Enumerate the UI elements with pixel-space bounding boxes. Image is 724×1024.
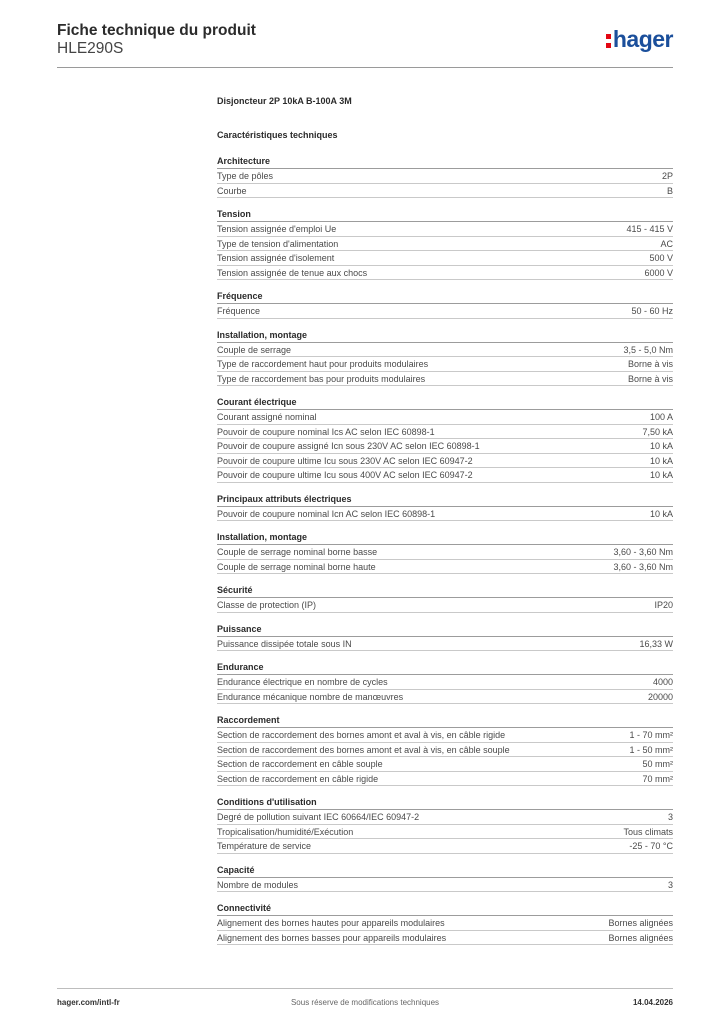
- spec-value: Borne à vis: [627, 373, 673, 384]
- spec-row: [217, 372, 673, 387]
- spec-row: [217, 690, 673, 705]
- spec-value: 500 V: [649, 253, 673, 263]
- section-title: Connectivité: [217, 902, 673, 916]
- spec-value: Borne à vis: [627, 359, 673, 369]
- spec-section: [217, 329, 673, 387]
- spec-value: 100 A: [649, 412, 673, 422]
- spec-label: Section de raccordement en câble souple: [217, 759, 383, 769]
- spec-label: Tension assignée d'isolement: [217, 253, 335, 263]
- spec-label: Couple de serrage nominal borne haute: [217, 561, 376, 572]
- footer-divider: [57, 988, 673, 989]
- spec-label: Fréquence: [217, 306, 261, 316]
- logo-colon-icon: [606, 34, 611, 48]
- spec-value: 3,5 - 5,0 Nm: [623, 344, 673, 355]
- spec-label: Alignement des bornes hautes pour appareils modulaires: [217, 918, 445, 928]
- spec-row: [217, 266, 673, 281]
- spec-value: 50 mm²: [642, 759, 673, 769]
- spec-row: [217, 507, 673, 522]
- spec-label: Pouvoir de coupure ultime Icu sous 400V AC selon IEC 60947-2: [217, 470, 473, 480]
- spec-row: [217, 251, 673, 266]
- spec-row: [217, 916, 673, 931]
- section-title: Principaux attributs électriques: [217, 493, 673, 507]
- spec-section: [217, 584, 673, 613]
- spec-row: [217, 598, 673, 613]
- spec-row: [217, 304, 673, 319]
- spec-value: 3,60 - 3,60 Nm: [613, 561, 673, 572]
- footer-notice: Sous réserve de modifications techniques: [290, 998, 440, 1007]
- spec-label: Courbe: [217, 185, 247, 196]
- spec-label: Endurance électrique en nombre de cycles: [217, 677, 388, 687]
- spec-label: Température de service: [217, 841, 312, 851]
- spec-label: Degré de pollution suivant IEC 60664/IEC 60947-2: [217, 812, 420, 822]
- spec-label: Couple de serrage nominal borne basse: [217, 547, 378, 557]
- spec-section: [217, 796, 673, 854]
- spec-label: Type de raccordement bas pour produits modulaires: [217, 373, 426, 384]
- section-title: Raccordement: [217, 714, 673, 728]
- spec-value: 10 kA: [649, 441, 673, 451]
- footer-date: 14.04.2026: [632, 998, 673, 1007]
- spec-row: [217, 839, 673, 854]
- spec-row: [217, 357, 673, 372]
- spec-row: [217, 931, 673, 946]
- spec-value: Tous climats: [623, 826, 673, 837]
- spec-value: Bornes alignées: [608, 918, 673, 928]
- spec-row: [217, 439, 673, 454]
- spec-label: Nombre de modules: [217, 879, 299, 890]
- spec-value: Bornes alignées: [608, 932, 673, 943]
- spec-row: [217, 425, 673, 440]
- spec-section: [217, 155, 673, 198]
- spec-row: [217, 878, 673, 893]
- spec-value: 50 - 60 Hz: [631, 306, 673, 316]
- spec-label: Courant assigné nominal: [217, 412, 317, 422]
- spec-label: Section de raccordement en câble rigide: [217, 773, 379, 784]
- spec-value: 4000: [652, 677, 673, 687]
- spec-label: Type de raccordement haut pour produits modulaires: [217, 359, 429, 369]
- spec-value: AC: [660, 238, 673, 249]
- spec-row: [217, 468, 673, 483]
- footer-website: hager.com/intl-fr: [57, 998, 120, 1007]
- spec-row: [217, 343, 673, 358]
- product-name: Disjoncteur 2P 10kA B-100A 3M: [217, 96, 352, 106]
- spec-row: [217, 772, 673, 787]
- characteristics-sections: [217, 155, 673, 945]
- datasheet-content: [217, 94, 673, 945]
- spec-label: Section de raccordement des bornes amont et aval à vis, en câble souple: [217, 744, 510, 755]
- spec-row: [217, 237, 673, 252]
- spec-value: 7,50 kA: [642, 426, 673, 437]
- spec-label: Puissance dissipée totale sous IN: [217, 638, 352, 649]
- spec-value: 20000: [647, 691, 673, 702]
- section-title: Capacité: [217, 864, 673, 878]
- spec-label: Type de pôles: [217, 171, 274, 181]
- spec-row: [217, 184, 673, 199]
- header-divider: [57, 67, 673, 68]
- spec-row: [217, 545, 673, 560]
- spec-value: 1 - 70 mm²: [629, 730, 673, 740]
- spec-value: 6000 V: [644, 267, 673, 278]
- spec-label: Tension assignée d'emploi Ue: [217, 224, 337, 234]
- section-title: Tension: [217, 208, 673, 222]
- spec-label: Classe de protection (IP): [217, 600, 317, 610]
- spec-value: 16,33 W: [639, 638, 673, 649]
- section-title: Endurance: [217, 661, 673, 675]
- spec-row: [217, 222, 673, 237]
- spec-section: [217, 493, 673, 522]
- section-title: Sécurité: [217, 584, 673, 598]
- spec-section: [217, 864, 673, 893]
- spec-value: B: [666, 185, 673, 196]
- spec-row: [217, 743, 673, 758]
- spec-label: Alignement des bornes basses pour appareils modulaires: [217, 932, 447, 943]
- section-title: Installation, montage: [217, 329, 673, 343]
- spec-value: 10 kA: [649, 455, 673, 466]
- spec-value: 3: [667, 812, 673, 822]
- spec-row: [217, 560, 673, 575]
- page-header: [57, 22, 673, 58]
- spec-value: 415 - 415 V: [626, 224, 673, 234]
- spec-label: Couple de serrage: [217, 344, 292, 355]
- spec-value: 3: [667, 879, 673, 890]
- spec-label: Tropicalisation/humidité/Exécution: [217, 826, 354, 837]
- spec-value: 1 - 50 mm²: [629, 744, 673, 755]
- section-title: Architecture: [217, 155, 673, 169]
- spec-section: [217, 396, 673, 483]
- hager-logo: [606, 26, 673, 52]
- spec-label: Section de raccordement des bornes amont et aval à vis, en câble rigide: [217, 730, 506, 740]
- spec-label: Type de tension d'alimentation: [217, 238, 339, 249]
- spec-section: [217, 714, 673, 786]
- spec-label: Pouvoir de coupure nominal Icn AC selon IEC 60898-1: [217, 508, 436, 519]
- spec-row: [217, 454, 673, 469]
- spec-label: Tension assignée de tenue aux chocs: [217, 267, 368, 278]
- product-reference: HLE290S: [57, 40, 124, 57]
- logo-text: hager: [612, 26, 673, 52]
- spec-value: 3,60 - 3,60 Nm: [613, 547, 673, 557]
- section-title: Courant électrique: [217, 396, 673, 410]
- spec-value: 2P: [661, 171, 673, 181]
- spec-label: Endurance mécanique nombre de manœuvres: [217, 691, 404, 702]
- section-title: Puissance: [217, 623, 673, 637]
- spec-row: [217, 675, 673, 690]
- spec-value: IP20: [654, 600, 673, 610]
- spec-row: [217, 757, 673, 772]
- section-title: Fréquence: [217, 290, 673, 304]
- spec-value: 10 kA: [649, 508, 673, 519]
- spec-value: 10 kA: [649, 470, 673, 480]
- spec-value: 70 mm²: [642, 773, 673, 784]
- spec-row: [217, 410, 673, 425]
- section-title: Installation, montage: [217, 531, 673, 545]
- spec-value: -25 - 70 °C: [629, 841, 673, 851]
- page-footer: [57, 997, 673, 1009]
- spec-row: [217, 169, 673, 184]
- spec-section: [217, 623, 673, 652]
- section-title: Conditions d'utilisation: [217, 796, 673, 810]
- characteristics-title: Caractéristiques techniques: [217, 130, 338, 140]
- spec-label: Pouvoir de coupure assigné Icn sous 230V AC selon IEC 60898-1: [217, 441, 480, 451]
- spec-section: [217, 661, 673, 704]
- spec-section: [217, 531, 673, 574]
- spec-label: Pouvoir de coupure ultime Icu sous 230V AC selon IEC 60947-2: [217, 455, 473, 466]
- spec-row: [217, 637, 673, 652]
- spec-row: [217, 728, 673, 743]
- document-title: Fiche technique du produit: [57, 22, 256, 39]
- spec-section: [217, 290, 673, 319]
- spec-label: Pouvoir de coupure nominal Ics AC selon IEC 60898-1: [217, 426, 435, 437]
- spec-row: [217, 810, 673, 825]
- spec-section: [217, 902, 673, 945]
- spec-section: [217, 208, 673, 280]
- spec-row: [217, 825, 673, 840]
